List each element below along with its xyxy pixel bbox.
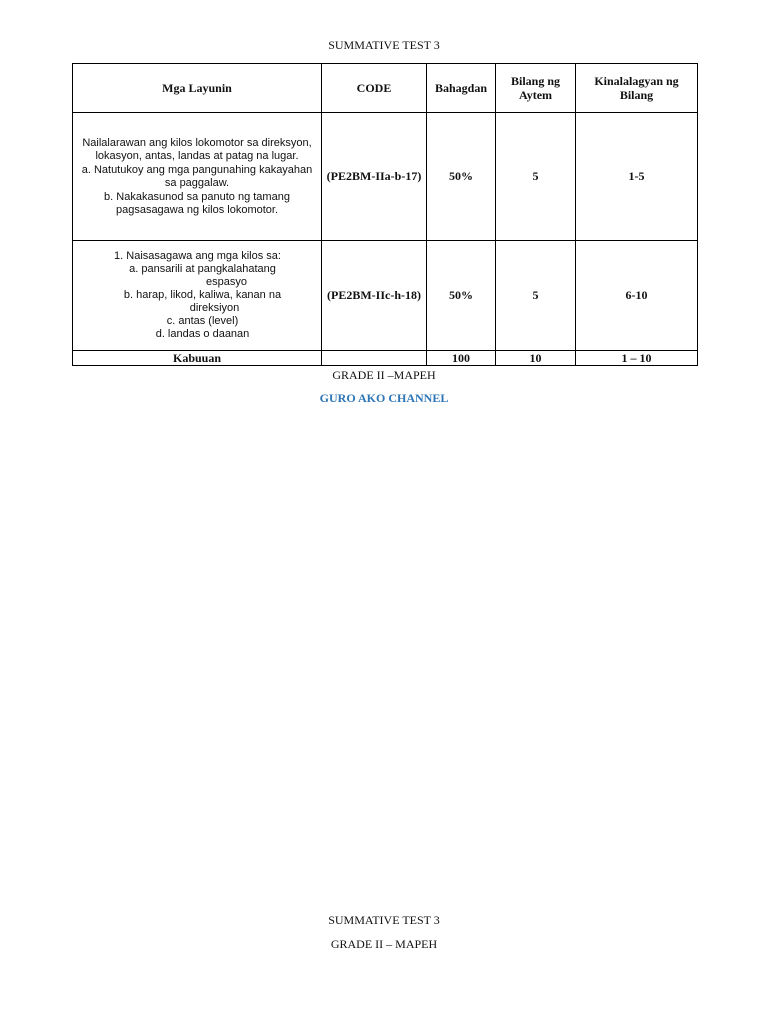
- channel-name: GURO AKO CHANNEL: [319, 391, 449, 405]
- objective-d: d. landas o daanan: [155, 328, 250, 340]
- total-location: 1 – 10: [576, 351, 698, 366]
- footer-title: SUMMATIVE TEST 3: [328, 913, 440, 927]
- header-location: Kinalalagyan ng Bilang: [576, 64, 698, 113]
- items-cell: 5: [496, 113, 576, 241]
- objective-c: c. antas (level): [166, 315, 239, 327]
- code-cell: (PE2BM-IIc-h-18): [322, 241, 427, 351]
- objective-b: b. Nakakasunod sa panuto ng tamang pagsasagawa ng kilos lokomotor.: [104, 190, 290, 216]
- total-code: [322, 351, 427, 366]
- summary-table: [72, 63, 698, 366]
- total-label: Kabuuan: [73, 351, 322, 366]
- header-percent: Bahagdan: [427, 64, 496, 113]
- percent-cell: 50%: [427, 241, 496, 351]
- header-objectives: Mga Layunin: [73, 64, 322, 113]
- items-cell: 5: [496, 241, 576, 351]
- table-header-row: [73, 64, 698, 113]
- footer-subtitle: GRADE II – MAPEH: [330, 937, 438, 951]
- percent-cell: 50%: [427, 113, 496, 241]
- objective-a: a. Natutukoy ang mga pangunahing kakayahan sa paggalaw.: [81, 163, 313, 189]
- table-row: [73, 113, 698, 241]
- objective-cell: [73, 113, 322, 241]
- header-items: Bilang ng Aytem: [496, 64, 576, 113]
- total-items: 10: [496, 351, 576, 366]
- page-title: SUMMATIVE TEST 3: [328, 38, 440, 52]
- code-cell: (PE2BM-IIa-b-17): [322, 113, 427, 241]
- total-row: [73, 351, 698, 366]
- grade-subtitle: GRADE II –MAPEH: [332, 368, 436, 382]
- total-percent: 100: [427, 351, 496, 366]
- objective-a: a. pansarili at pangkalahatang: [129, 263, 276, 275]
- objective-cell: [73, 241, 322, 351]
- location-cell: 6-10: [576, 241, 698, 351]
- header-code: CODE: [322, 64, 427, 113]
- objective-main: Nailalarawan ang kilos lokomotor sa direksyon, lokasyon, antas, landas at patag na lugar.: [82, 136, 312, 162]
- objective-main: 1. Naisasagawa ang mga kilos sa:: [114, 250, 281, 262]
- objective-b: b. harap, likod, kaliwa, kanan na: [123, 289, 282, 301]
- objective-b-continued: direksiyon: [189, 302, 240, 314]
- table-row: [73, 241, 698, 351]
- objective-a-continued: espasyo: [206, 276, 247, 288]
- location-cell: 1-5: [576, 113, 698, 241]
